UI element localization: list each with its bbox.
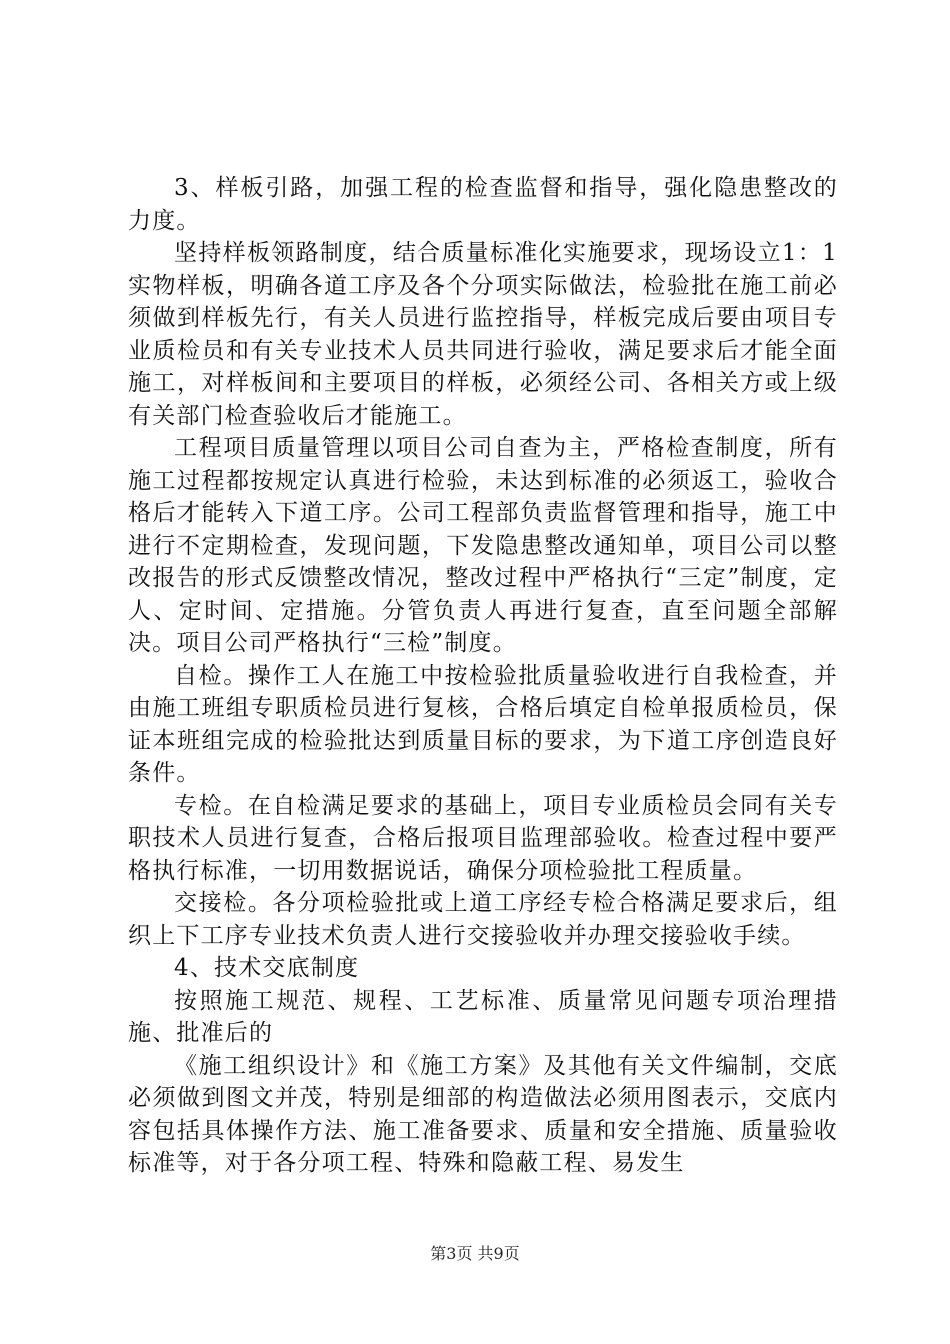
paragraph-sample-system: 坚持样板领路制度，结合质量标准化实施要求，现场设立1：1实物样板，明确各道工序及各个分项实际做法，检验批在施工前必须做到样板先行，有关人员进行监控指导，样板完成后要由项目专业质检员和有关专业技术人员共同进行验收，满足要求后才能全面施工，对样板间和主要项目的样板，必须经公司、各相关方或上级有关部门检查验收后才能施工。 — [128, 240, 838, 429]
paragraph-handover-check: 交接检。各分项检验批或上道工序经专检合格满足要求后，组织上下工序专业技术负责人进行交接验收并办理交接验收手续。 — [128, 890, 838, 949]
paragraph-heading-3: 3、样板引路，加强工程的检查监督和指导，强化隐患整改的力度。 — [128, 175, 838, 234]
page-footer: 第3页 共9页 — [430, 1244, 520, 1263]
paragraph-quality-management: 工程项目质量管理以项目公司自查为主，严格检查制度，所有施工过程都按规定认真进行检验，未达到标准的必须返工，验收合格后才能转入下道工序。公司工程部负责监督管理和指导，施工中进行不定期检查，发现问题，下发隐患整改通知单，项目公司以整改报告的形式反馈整改情况，整改过程中严格执行“三定”制度，定人、定时间、定措施。分管负责人再进行复查，直至问题全部解决。项目公司严格执行“三检”制度。 — [128, 435, 838, 656]
paragraph-disclosure-content: 《施工组织设计》和《施工方案》及其他有关文件编制，交底必须做到图文并茂，特别是细部的构造做法必须用图表示，交底内容包括具体操作方法、施工准备要求、质量和安全措施、质量验收标准等，对于各分项工程、特殊和隐蔽工程、易发生 — [128, 1052, 838, 1176]
paragraph-disclosure-basis: 按照施工规范、规程、工艺标准、质量常见问题专项治理措施、批准后的 — [128, 987, 838, 1046]
paragraph-self-check: 自检。操作工人在施工中按检验批质量验收进行自我检查，并由施工班组专职质检员进行复核，合格后填定自检单报质检员，保证本班组完成的检验批达到质量目标的要求，为下道工序创造良好条件。 — [128, 662, 838, 786]
paragraph-heading-4: 4、技术交底制度 — [174, 955, 360, 981]
paragraph-special-check: 专检。在自检满足要求的基础上，项目专业质检员会同有关专职技术人员进行复查，合格后报项目监理部验收。检查过程中要严格执行标准，一切用数据说话，确保分项检验批工程质量。 — [128, 792, 838, 884]
document-body — [128, 172, 838, 1180]
